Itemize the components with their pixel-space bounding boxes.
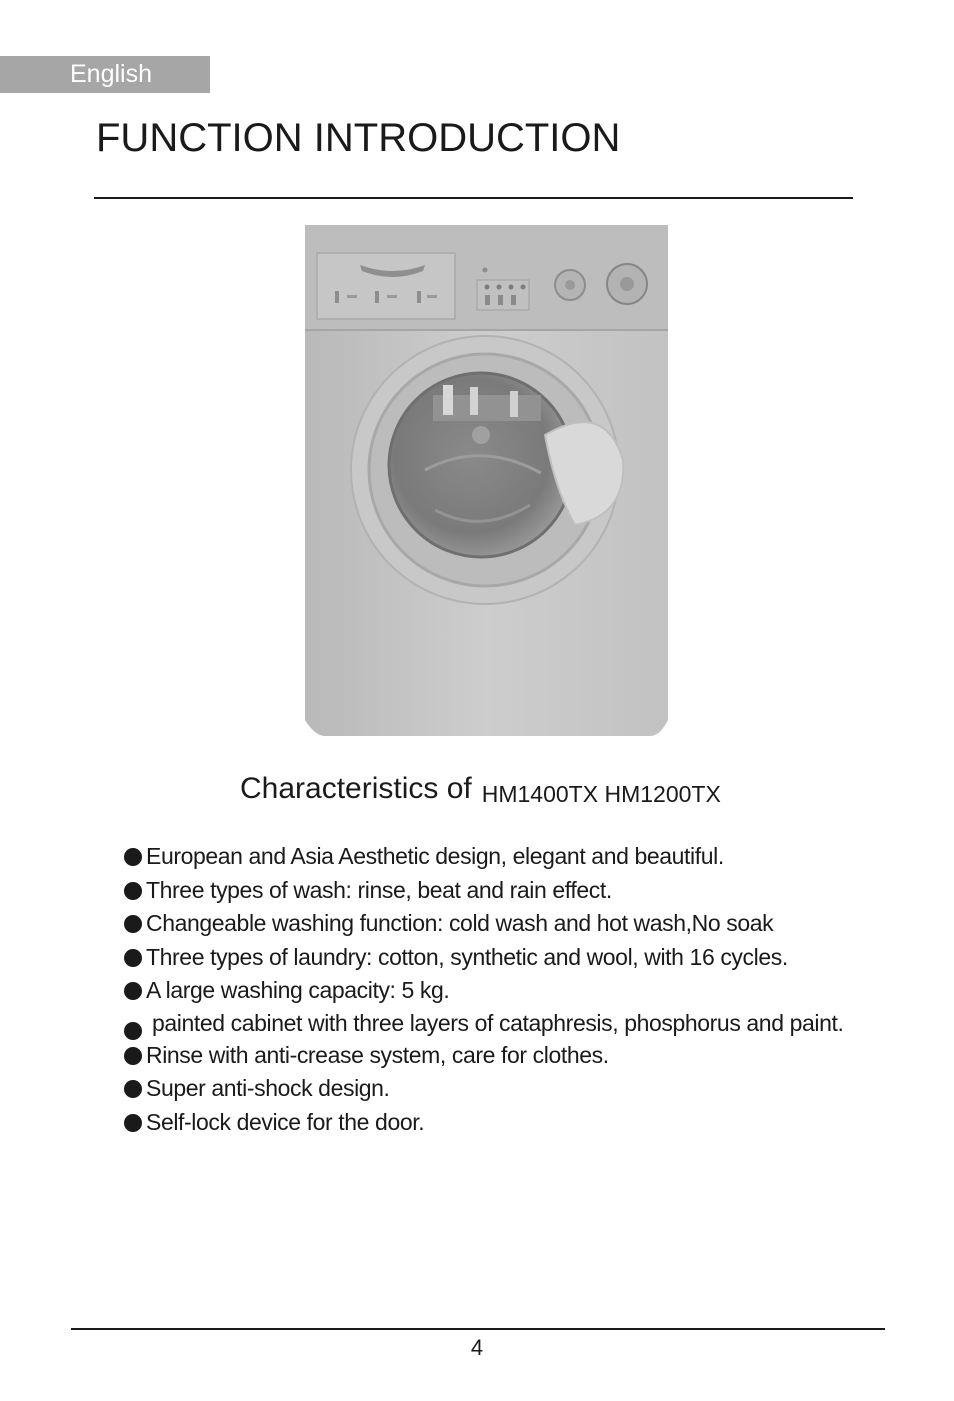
- feature-text: A large washing capacity: 5 kg.: [146, 977, 450, 1003]
- list-item: [124, 1106, 864, 1140]
- page-number: 4: [470, 1335, 484, 1360]
- bullet-icon: [124, 982, 142, 1000]
- page-title: FUNCTION INTRODUCTION: [96, 116, 621, 160]
- list-item: [124, 1039, 864, 1073]
- feature-text: Rinse with anti-crease system, care for clothes.: [146, 1041, 609, 1068]
- list-item: [124, 974, 864, 1008]
- feature-text: painted cabinet with three layers of cataphresis, phosphorus and paint.: [152, 1009, 844, 1036]
- list-item: [124, 1008, 872, 1039]
- footer-divider: [71, 1328, 885, 1330]
- washing-machine-image: [305, 225, 668, 736]
- title-divider: [94, 197, 853, 199]
- feature-text: Changeable washing function: cold wash and hot wash,No soak: [146, 910, 774, 936]
- bullet-icon: [124, 848, 142, 866]
- list-item: [124, 907, 864, 941]
- characteristics-heading: [240, 772, 721, 806]
- list-item: [124, 941, 864, 975]
- feature-text: Super anti-shock design.: [146, 1075, 390, 1101]
- characteristics-label: Characteristics of: [240, 772, 472, 805]
- list-item: [124, 1072, 864, 1106]
- feature-text: European and Asia Aesthetic design, elegant and beautiful.: [146, 843, 724, 869]
- bullet-icon: [124, 882, 142, 900]
- feature-list: [124, 840, 864, 1139]
- bullet-icon: [124, 1080, 142, 1098]
- bullet-icon: [124, 1022, 142, 1040]
- list-item: [124, 874, 864, 908]
- bullet-icon: [124, 1114, 142, 1132]
- bullet-icon: [124, 949, 142, 967]
- feature-text: Self-lock device for the door.: [146, 1108, 425, 1135]
- bullet-icon: [124, 1047, 142, 1065]
- list-item: [124, 840, 864, 874]
- feature-text: Three types of wash: rinse, beat and rain effect.: [146, 876, 612, 903]
- bullet-icon: [124, 915, 142, 933]
- language-tab: English: [0, 56, 210, 93]
- feature-text: Three types of laundry: cotton, synthetic and wool, with 16 cycles.: [146, 943, 788, 970]
- model-names: HM1400TX HM1200TX: [481, 781, 721, 807]
